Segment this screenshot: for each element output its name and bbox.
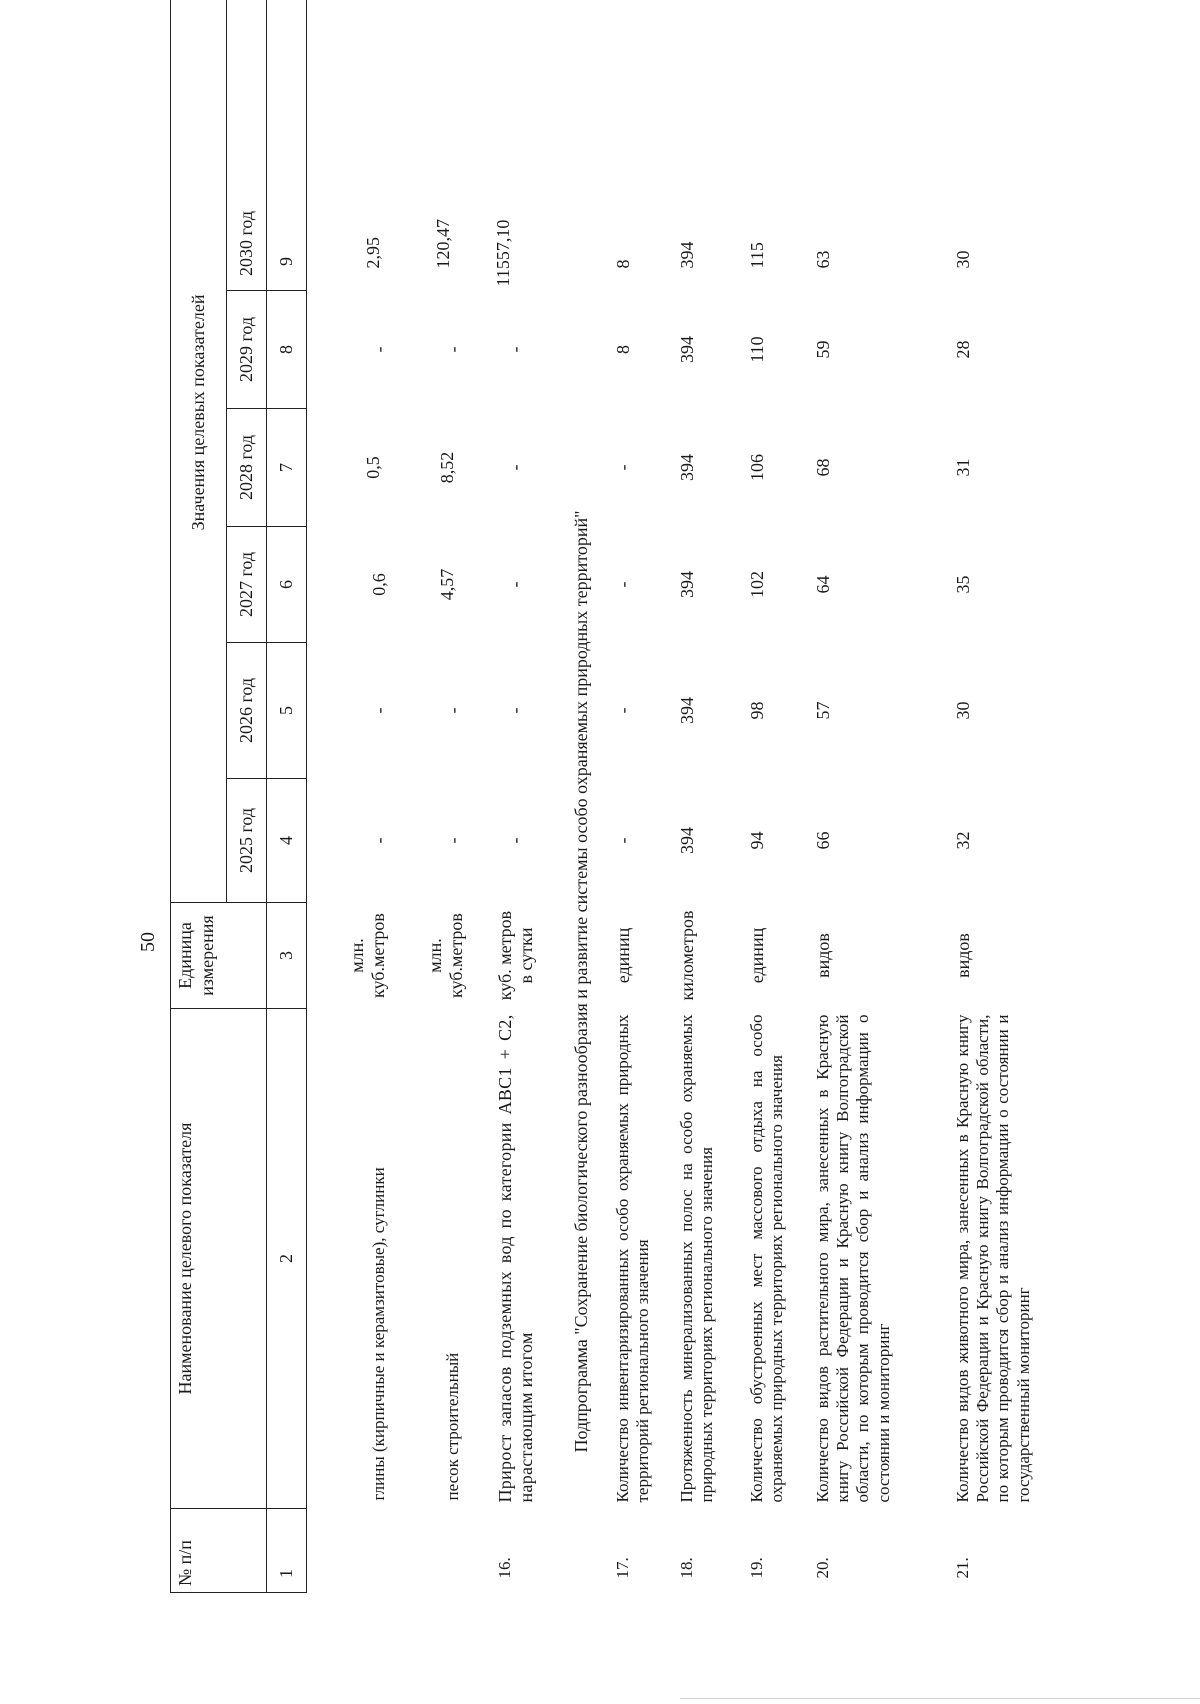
row-name: Протяженность минерализованных полос на особо охраняемых природных территориях регионального значения — [676, 1014, 716, 1503]
row-value-2025: 394 — [676, 827, 697, 854]
table-row — [421, 0, 491, 1593]
row-value-2025: 94 — [746, 831, 767, 850]
row-value-2027: - — [504, 581, 525, 588]
row-unit: видов — [812, 933, 833, 978]
row-value-2025: - — [368, 837, 389, 844]
target-indicators-table — [170, 0, 1059, 1593]
row-value-2025: 32 — [952, 831, 973, 850]
row-value-2029: - — [442, 346, 463, 353]
row-num: 20. — [812, 1557, 832, 1579]
header-number-4: 4 — [267, 779, 307, 903]
row-num — [421, 1509, 491, 1593]
row-name: глины (кирпичные и керамзитовые), суглинки — [368, 1167, 388, 1501]
row-value-2026: - — [442, 707, 463, 714]
row-unit: единиц — [746, 927, 767, 984]
table-body — [307, 0, 1059, 1593]
header-year-2029: 2029 год — [227, 291, 267, 409]
row-value-2026: 57 — [812, 701, 833, 720]
subprogram-row — [561, 0, 609, 1593]
row-value-2029: 28 — [952, 340, 973, 359]
row-name — [491, 1009, 561, 1509]
row-value-2030: 8 — [612, 259, 633, 269]
header-number-2: 2 — [267, 1009, 307, 1509]
row-value-2026: 98 — [746, 701, 767, 720]
row-value-2029: 110 — [746, 336, 767, 363]
subprogram-title: Подпрограмма "Сохранение биологического разнообразия и развитие системы особо охраняемых природных территорий" — [570, 510, 591, 1453]
row-value-2030: 2,95 — [362, 237, 383, 269]
row-value-2027: 4,57 — [436, 568, 457, 601]
row-num: 18. — [676, 1557, 696, 1579]
row-unit: млн. куб.метров — [424, 913, 467, 998]
row-value-2030: 11557,10 — [492, 219, 513, 287]
header-number-1: 1 — [267, 1509, 307, 1593]
row-value-2026: - — [368, 707, 389, 714]
row-value-2027: 102 — [746, 571, 767, 598]
row-value-2029: 59 — [812, 340, 833, 359]
row-unit: видов — [952, 933, 973, 978]
table-row — [809, 0, 949, 1593]
table-row — [491, 0, 561, 1593]
header-year-2026: 2026 год — [227, 643, 267, 779]
row-value-2028: - — [612, 464, 633, 471]
header-number-6: 6 — [267, 527, 307, 643]
row-value-2029: - — [368, 346, 389, 353]
row-value-2028: 394 — [676, 454, 697, 481]
row-value-2029: 394 — [676, 336, 697, 363]
row-value-2028: 0,5 — [362, 456, 383, 479]
row-value-2027: 394 — [676, 571, 697, 598]
row-value-2027: - — [612, 581, 633, 588]
table-header — [171, 0, 307, 1593]
row-name: Количество видов растительного мира, занесенных в Красную книгу Российской Федерации и Красную книгу Волгоградской области, по которым проводится сбор и анализ информации о состоянии и мониторинг — [812, 1014, 893, 1503]
header-year-2030: 2030 год — [227, 0, 267, 291]
row-name: Количество видов животного мира, занесенных в Красную книгу Российской Федерации и Красную книгу Волгоградской области, по которым проводится сбор и анализ информации о состоянии и государственный мониторинг — [952, 1014, 1033, 1503]
header-year-2028: 2028 год — [227, 409, 267, 527]
row-value-2025: - — [504, 837, 525, 844]
header-number-5: 5 — [267, 643, 307, 779]
table-row — [609, 0, 673, 1593]
header-year-2025: 2025 год — [227, 779, 267, 903]
row-name: Количество инвентаризированных особо охраняемых природных территорий регионального значения — [612, 1014, 652, 1503]
row-unit: единиц — [612, 927, 633, 984]
header-num: № п/п — [171, 1509, 267, 1593]
row-num — [343, 1509, 421, 1593]
header-values: Значения целевых показателей — [171, 0, 227, 903]
row-num: 16. — [494, 1557, 514, 1579]
row-value-2026: 394 — [676, 697, 697, 724]
row-value-2028: 68 — [812, 458, 833, 477]
header-year-2027: 2027 год — [227, 527, 267, 643]
header-unit: Единица измерения — [171, 903, 267, 1009]
row-value-2026: 30 — [952, 701, 973, 720]
table-row — [949, 0, 1059, 1593]
row-value-2026: - — [612, 707, 633, 714]
row-value-2028: - — [504, 464, 525, 471]
table-row — [343, 0, 421, 1593]
row-value-2027: 35 — [952, 575, 973, 594]
header-name: Наименование целевого показателя — [171, 1009, 267, 1509]
row-num: 19. — [746, 1557, 766, 1579]
header-number-9: 9 — [267, 0, 307, 291]
row-unit: млн. куб.метров — [346, 913, 389, 998]
row-num: 17. — [612, 1557, 632, 1579]
row-value-2030: 115 — [746, 242, 767, 269]
row-value-2030: 30 — [952, 250, 973, 269]
spacer-row — [307, 0, 343, 1593]
row-value-2027: 0,6 — [368, 573, 389, 596]
table-row — [673, 0, 743, 1593]
row-value-2025: - — [612, 837, 633, 844]
row-value-2028: 106 — [746, 454, 767, 481]
row-unit: километров — [676, 910, 697, 1001]
scan-edge-line — [680, 1698, 1200, 1699]
row-name-text: Прирост запасов подземных вод по категории АВС1 + С2, нарастающим итогом — [494, 1014, 537, 1503]
header-number-3: 3 — [267, 903, 307, 1009]
row-value-2030: 63 — [812, 250, 833, 269]
row-num: 21. — [952, 1557, 972, 1579]
row-value-2026: - — [504, 707, 525, 714]
row-value-2028: 8,52 — [436, 451, 457, 484]
row-name: песок строительный — [442, 1352, 462, 1501]
table-row — [743, 0, 809, 1593]
row-value-2025: 66 — [812, 831, 833, 850]
rotated-page-content — [170, 23, 1070, 1593]
row-value-2030: 120,47 — [432, 219, 453, 269]
row-value-2029: - — [504, 346, 525, 353]
row-value-2028: 31 — [952, 458, 973, 477]
row-value-2025: - — [442, 837, 463, 844]
row-name: Количество обустроенных мест массового отдыха на особо охраняемых природных территориях регионального значения — [746, 1014, 786, 1503]
row-value-2030: 394 — [676, 241, 697, 269]
header-number-8: 8 — [267, 291, 307, 409]
row-value-2029: 8 — [612, 345, 633, 354]
row-unit: куб. метров в сутки — [494, 910, 537, 1001]
page-number: 50 — [137, 932, 159, 952]
row-value-2027: 64 — [812, 575, 833, 594]
header-number-7: 7 — [267, 409, 307, 527]
